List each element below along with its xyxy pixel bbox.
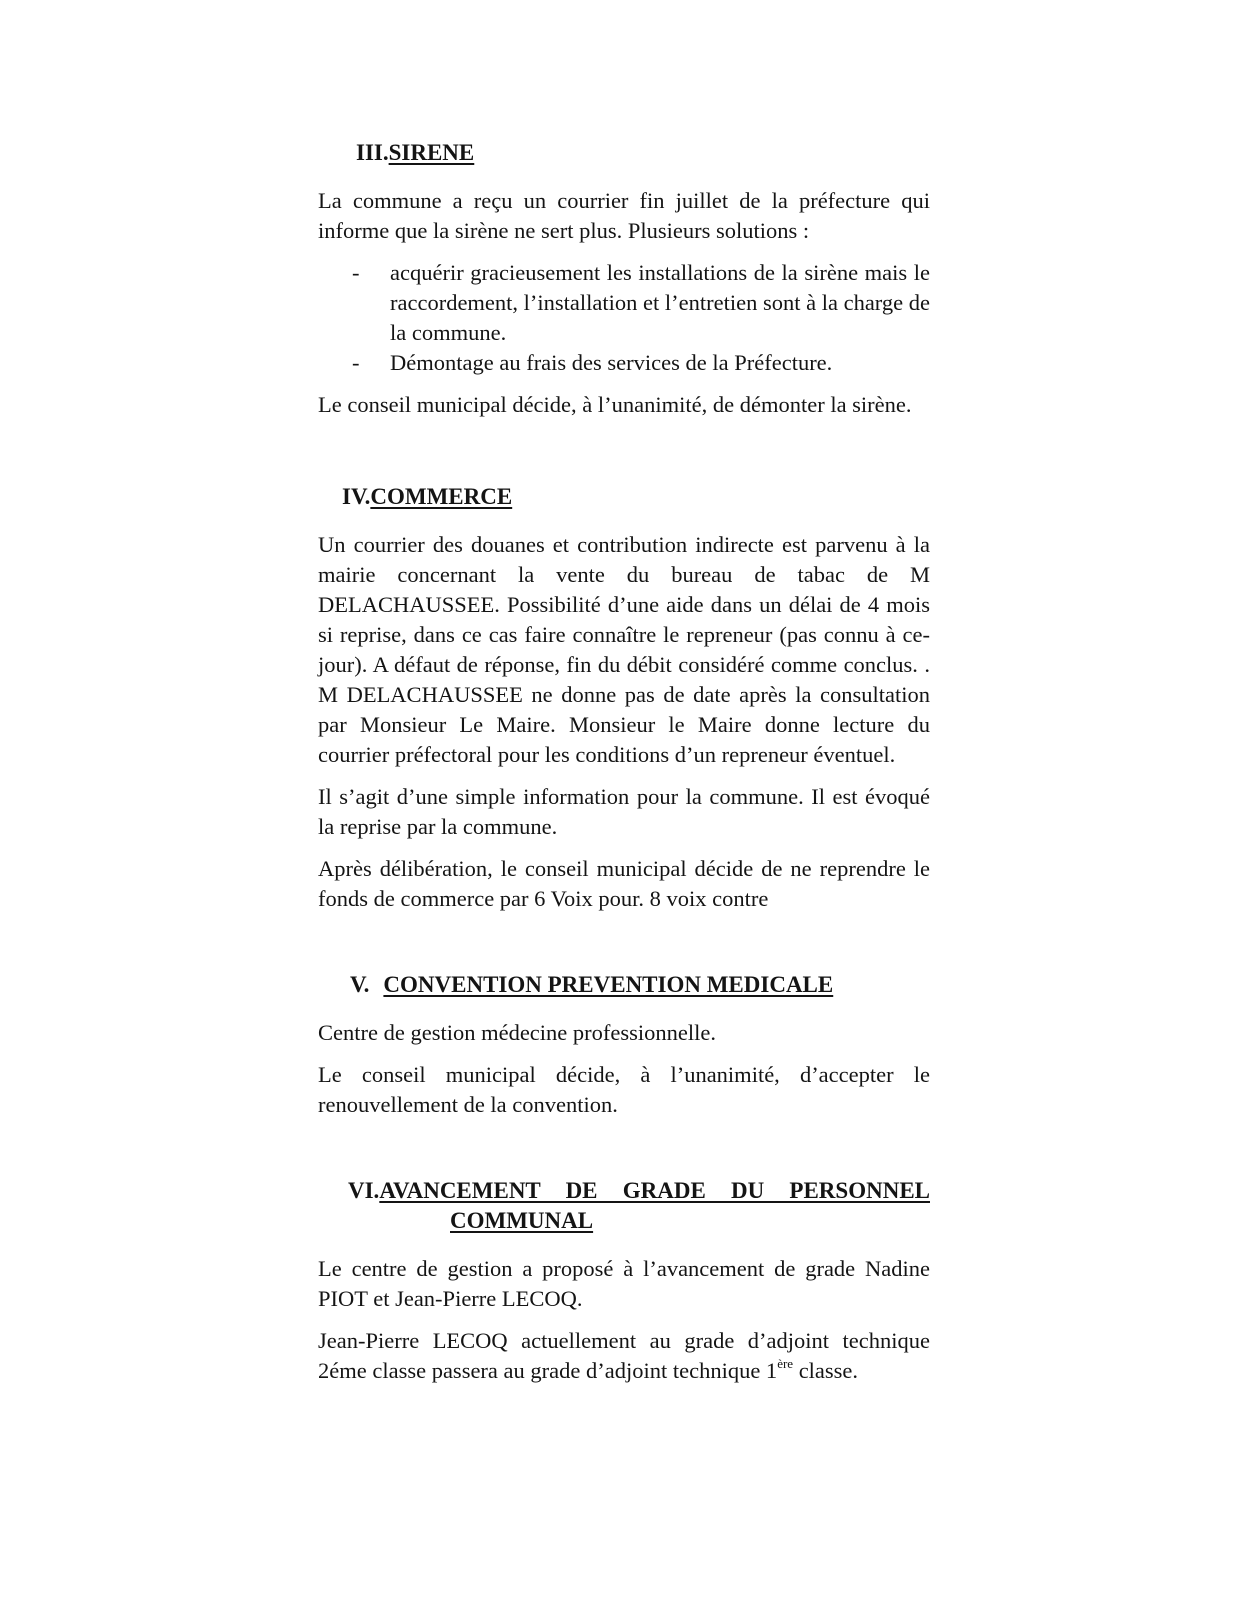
- section-avancement: [318, 1176, 930, 1386]
- list-item: - acquérir gracieusement les installations de la sirène mais le raccordement, l’installation et l’entretien sont à la charge de la commune.: [352, 260, 930, 345]
- paragraph: Le centre de gestion a proposé à l’avancement de grade Nadine PIOT et Jean-Pierre LECOQ.: [318, 1256, 930, 1311]
- section-commerce: [318, 482, 930, 914]
- section-title: AVANCEMENT DE GRADE DU PERSONNEL: [379, 1178, 930, 1203]
- paragraph: Après délibération, le conseil municipal décide de ne reprendre le fonds de commerce par 6 Voix pour. 8 voix contre: [318, 856, 930, 911]
- section-heading: [318, 1176, 930, 1236]
- section-heading: [318, 970, 930, 1000]
- paragraph: Centre de gestion médecine professionnelle.: [318, 1020, 716, 1045]
- section-title: CONVENTION PREVENTION MEDICALE: [383, 972, 834, 997]
- section-heading: [318, 482, 930, 512]
- section-number: V.: [350, 972, 370, 997]
- section-title: SIRENE: [388, 140, 475, 165]
- paragraph: Le conseil municipal décide, à l’unanimité, d’accepter le renouvellement de la convention.: [318, 1062, 930, 1117]
- section-sirene: [318, 138, 930, 420]
- section-title: COMMERCE: [370, 484, 513, 509]
- paragraph: La commune a reçu un courrier fin juillet de la préfecture qui informe que la sirène ne sert plus. Plusieurs solutions :: [318, 188, 930, 243]
- section-title-continued: COMMUNAL: [450, 1208, 594, 1233]
- paragraph: Un courrier des douanes et contribution indirecte est parvenu à la mairie concernant la vente du bureau de tabac de M DELACHAUSSEE. Possibilité d’une aide dans un délai de 4 mois si reprise, dans ce cas faire connaître le repreneur (pas connu à ce-jour). A défaut de réponse, fin du débit considéré comme conclus. . M DELACHAUSSEE ne donne pas de date après la consultation par Monsieur Le Maire. Monsieur le Maire donne lecture du courrier préfectoral pour les conditions d’un repreneur éventuel.: [318, 532, 930, 767]
- section-number: VI.: [348, 1178, 380, 1203]
- paragraph: Il s’agit d’une simple information pour la commune. Il est évoqué la reprise par la commune.: [318, 784, 930, 839]
- dash-list: [318, 258, 930, 378]
- list-item: - Démontage au frais des services de la Préfecture.: [352, 350, 833, 375]
- section-heading: [318, 138, 930, 168]
- superscript: ère: [777, 1356, 794, 1371]
- section-number: IV.: [342, 484, 371, 509]
- section-convention: [318, 970, 930, 1120]
- paragraph: Jean-Pierre LECOQ actuellement au grade d’adjoint technique 2éme classe passera au grade d’adjoint technique 1ère classe.: [318, 1328, 930, 1383]
- document-body: [318, 138, 930, 1398]
- paragraph: Le conseil municipal décide, à l’unanimité, de démonter la sirène.: [318, 392, 912, 417]
- section-number: III.: [356, 140, 389, 165]
